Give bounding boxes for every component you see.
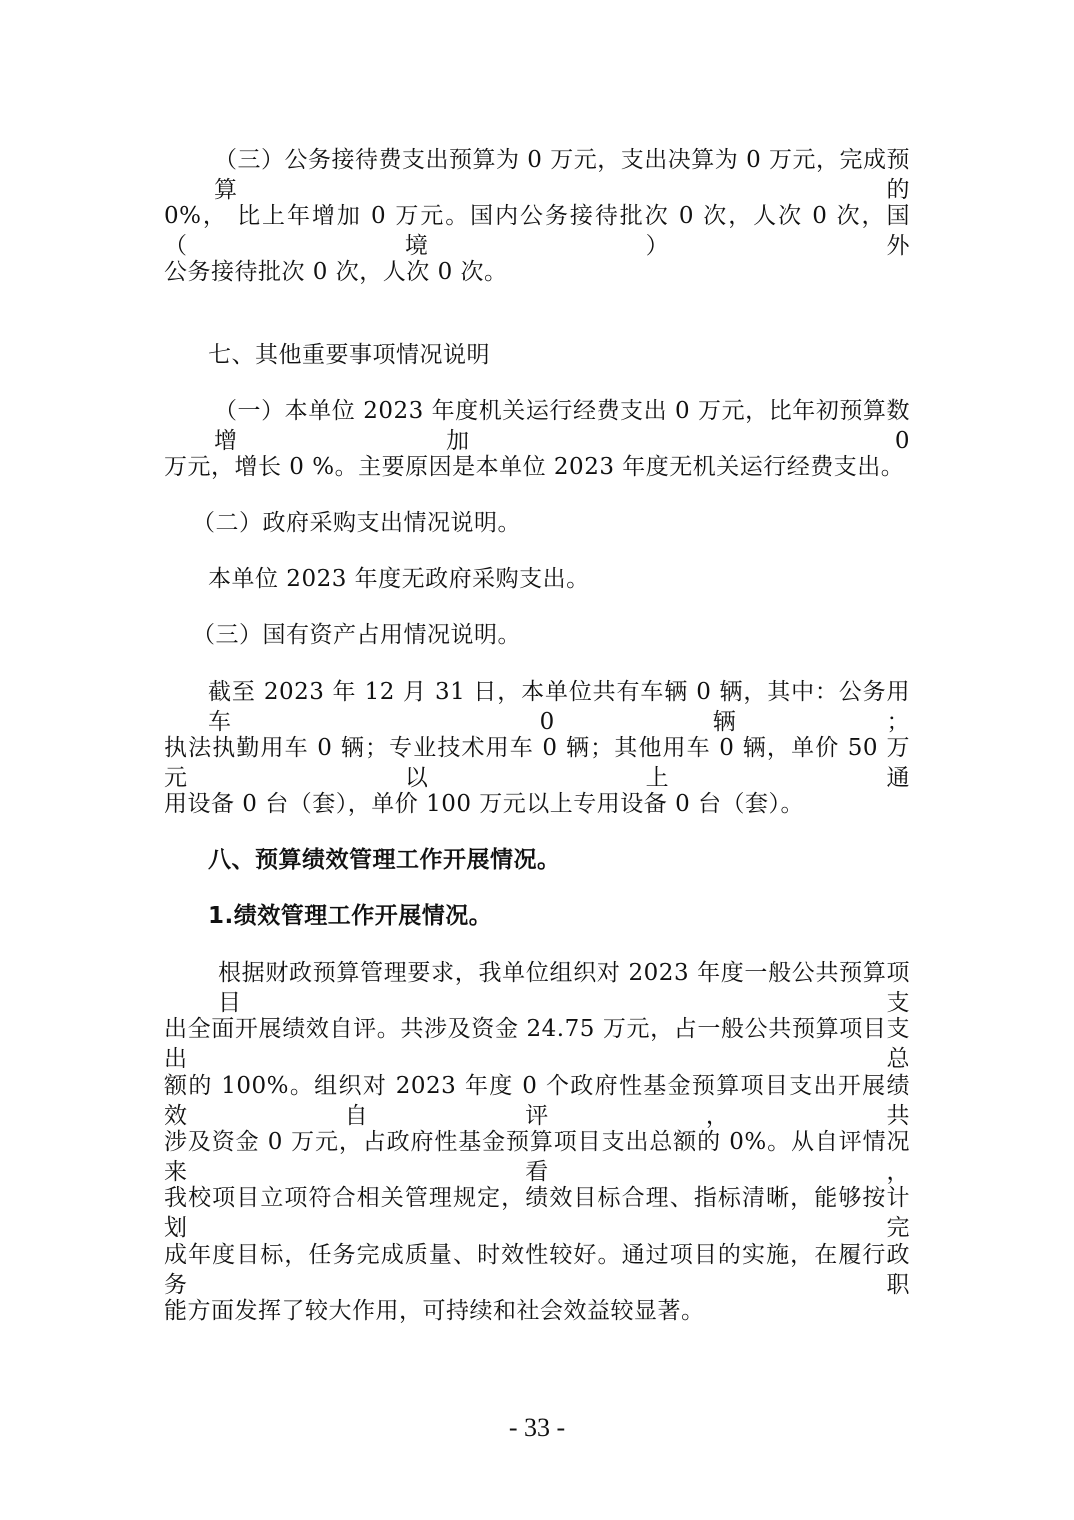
section-heading-8: 八、预算绩效管理工作开展情况。	[208, 847, 561, 873]
paragraph-line: 执法执勤用车 0 辆；专业技术用车 0 辆；其他用车 0 辆，单价 50 万元以上通	[164, 735, 910, 791]
paragraph-line: （一）本单位 2023 年度机关运行经费支出 0 万元，比年初预算数增加 0	[214, 398, 910, 454]
paragraph-line: 用设备 0 台（套），单价 100 万元以上专用设备 0 台（套）。	[164, 791, 805, 817]
section-heading-7: 七、其他重要事项情况说明	[208, 342, 490, 368]
subsection-heading: （二）政府采购支出情况说明。	[192, 510, 521, 536]
paragraph-line: 涉及资金 0 万元，占政府性基金预算项目支出总额的 0%。从自评情况来看，	[164, 1129, 910, 1185]
paragraph-line: 截至 2023 年 12 月 31 日，本单位共有车辆 0 辆，其中：公务用车 0 辆；	[208, 679, 910, 735]
subsection-heading-bold: 1.绩效管理工作开展情况。	[208, 903, 493, 929]
paragraph-line: 万元，增长 0 %。主要原因是本单位 2023 年度无机关运行经费支出。	[164, 454, 905, 480]
paragraph-line: 0%， 比上年增加 0 万元。国内公务接待批次 0 次，人次 0 次，国（境）外	[164, 203, 910, 259]
paragraph-line: 公务接待批次 0 次，人次 0 次。	[164, 259, 508, 285]
paragraph-line: 能方面发挥了较大作用，可持续和社会效益较显著。	[164, 1298, 705, 1324]
page-number: - 33 -	[508, 1413, 566, 1442]
paragraph-line: 本单位 2023 年度无政府采购支出。	[208, 566, 590, 592]
paragraph-line: 我校项目立项符合相关管理规定，绩效目标合理、指标清晰，能够按计划完	[164, 1185, 910, 1241]
subsection-heading: （三）国有资产占用情况说明。	[192, 622, 521, 648]
paragraph-line: 额的 100%。组织对 2023 年度 0 个政府性基金预算项目支出开展绩效自评，共	[164, 1073, 910, 1129]
paragraph-line: （三）公务接待费支出预算为 0 万元，支出决算为 0 万元，完成预算的	[214, 147, 911, 203]
paragraph-line: 出全面开展绩效自评。共涉及资金 24.75 万元，占一般公共预算项目支出总	[164, 1016, 910, 1072]
paragraph-line: 根据财政预算管理要求，我单位组织对 2023 年度一般公共预算项目支	[218, 960, 910, 1016]
paragraph-line: 成年度目标，任务完成质量、时效性较好。通过项目的实施，在履行政务职	[164, 1242, 910, 1298]
